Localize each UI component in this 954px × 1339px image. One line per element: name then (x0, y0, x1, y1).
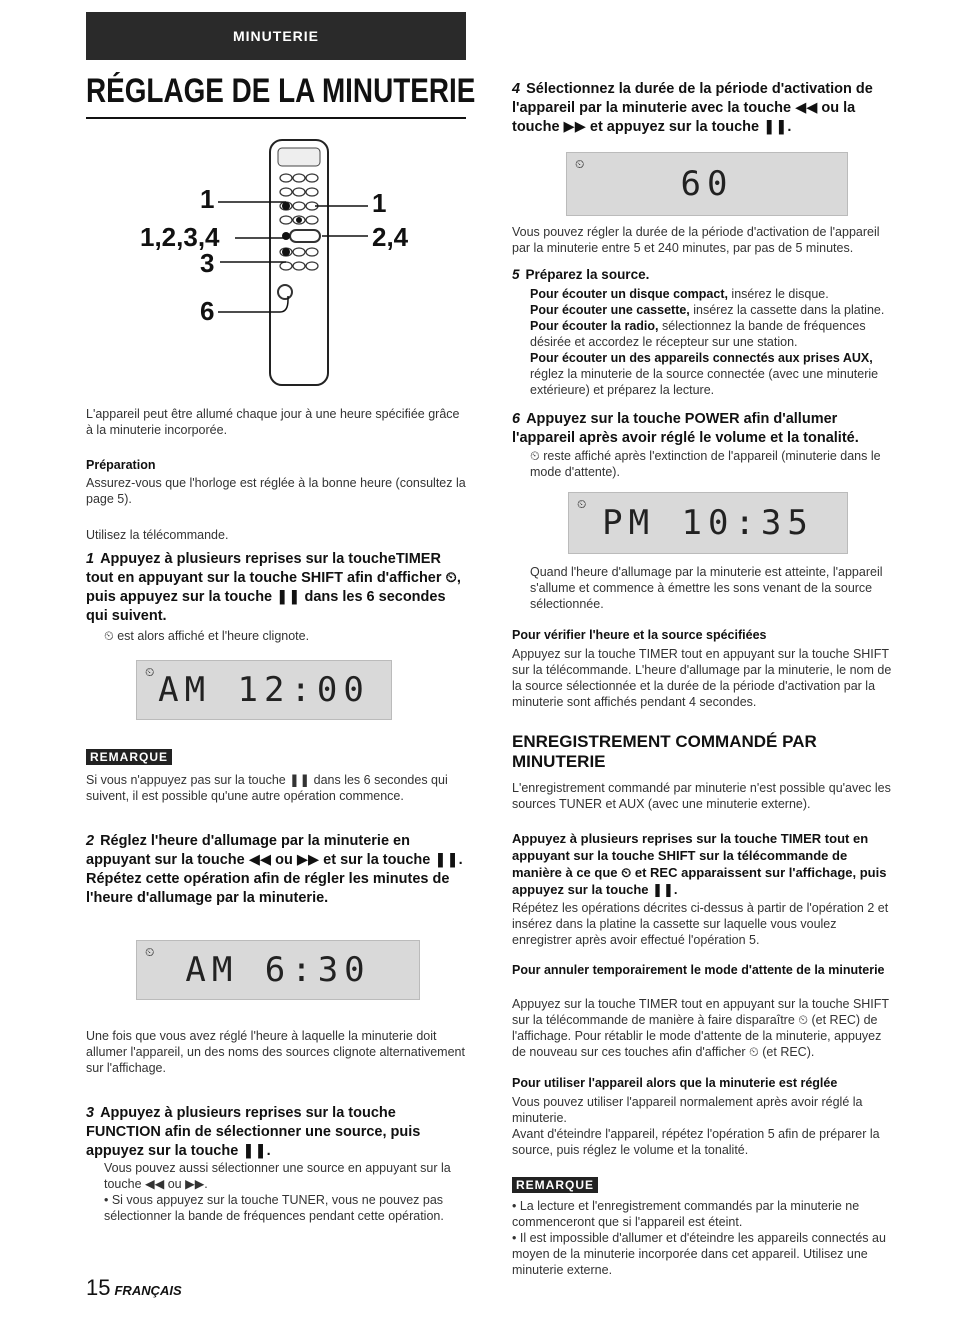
step-3-text: Appuyez à plusieurs reprises sur la touche FUNCTION afin de sélectionner une source, puis appuyez sur la touche ❚❚. (86, 1105, 421, 1159)
remote-illustration (140, 130, 410, 390)
callout-3: 3 (200, 248, 215, 278)
lcd-text-2: AM 6:30 (185, 950, 371, 990)
callout-1-right: 1 (372, 188, 387, 218)
prep-text: Assurez-vous que l'horloge est réglée à la bonne heure (consultez la page 5). (86, 476, 466, 506)
step-4-text-detail: Vous pouvez régler la durée de la période d'activation de l'appareil par la minuterie entre 5 et 240 minutes, par pas de 5 minutes. (512, 225, 880, 255)
timer-icon: ⏲ (145, 945, 155, 959)
step-2 (86, 832, 466, 908)
cancel-text: Appuyez sur la touche TIMER tout en appuyant sur la touche SHIFT sur la télécommande de manière à faire disparaître ⏲ (et REC) de l'affichage. Pour rétablir le mode d'attente de la minuterie, appuyez de nouveau sur ces touches afin d'afficher ⏲ (et REC). (512, 997, 889, 1059)
section-banner (86, 12, 466, 60)
note-bullet-2: • Il est impossible d'allumer et d'éteindre les appareils connectés au moyen de la minuterie incorporée dans cet appareil. Utilisez une minuterie externe. (512, 1231, 886, 1277)
page-footer (86, 1275, 182, 1301)
step-5-details (530, 286, 892, 398)
note-bullet-1: • La lecture et l'enregistrement commandés par la minuterie ne commenceront que si l'appareil est éteint. (512, 1199, 860, 1229)
step-6-after-text: Quand l'heure d'allumage par la minuterie est atteinte, l'appareil s'allume et commence à émettre les sons venant de la source sélectionnée. (530, 565, 883, 611)
step-4-number: 4 (512, 81, 521, 97)
intro-text: L'appareil peut être allumé chaque jour à une heure spécifiée grâce à la minuterie incorporée. (86, 407, 460, 437)
lcd-display-2 (136, 940, 420, 1000)
step-6 (512, 410, 894, 448)
step-5-number: 5 (512, 267, 520, 282)
source-cassette: Pour écouter une cassette, insérez la cassette dans la platine. (530, 303, 885, 317)
timer-icon: ⏲ (575, 157, 585, 171)
use-text-2: Avant d'éteindre l'appareil, répétez l'opération 5 afin de préparer la source, puis réglez le volume et la tonalité. (512, 1127, 880, 1157)
step-1-text: Appuyez à plusieurs reprises sur la toucheTIMER tout en appuyant sur la touche SHIFT afin d'afficher ⏲, puis appuyez sur la touche ❚❚ dans les 6 secondes qui suivent. (86, 551, 461, 624)
rec-step: Appuyez à plusieurs reprises sur la touche TIMER tout en appuyant sur la touche SHIFT sur la télécommande de manière à ce que ⏲ et REC apparaissent sur l'affichage, puis appuyez sur la touche ❚❚. (512, 831, 887, 897)
verify-text: Appuyez sur la touche TIMER tout en appuyant sur la touche SHIFT sur la télécommande. L'heure d'allumage par la minuterie, le nom de la source sélectionnée et la durée de la période d'activation par la minuterie sont affichés pendant 4 secondes. (512, 647, 892, 709)
banner-text: MINUTERIE (233, 28, 319, 44)
verify-title: Pour vérifier l'heure et la source spécifiées (512, 628, 767, 642)
step-1-note: ⏲ est alors affiché et l'heure clignote. (104, 629, 310, 643)
step-4-text: Sélectionnez la durée de la période d'activation de l'appareil par la minuterie avec la touche ◀◀ ou la touche ▶▶ et appuyez sur la touche ❚❚. (512, 81, 873, 135)
prep-title: Préparation (86, 458, 156, 472)
page-number: 15 (86, 1275, 111, 1300)
title-divider (86, 117, 466, 119)
remarque-badge-1 (86, 748, 172, 766)
callout-6: 6 (200, 296, 215, 326)
cancel-title: Pour annuler temporairement le mode d'attente de la minuterie (512, 963, 885, 977)
source-radio: Pour écouter la radio, sélectionnez la bande de fréquences désirée et accordez le récepteur sur une station. (530, 319, 866, 349)
step-3-text-detail: Vous pouvez aussi sélectionner une source en appuyant sur la touche ◀◀ ou ▶▶. (104, 1161, 451, 1191)
rec-intro: L'enregistrement commandé par minuterie n'est possible qu'avec les sources TUNER et AUX (avec une minuterie externe). (512, 781, 891, 811)
remarque-badge-2 (512, 1176, 598, 1194)
step-2-number: 2 (86, 833, 95, 849)
step-5-text: Préparez la source. (525, 267, 650, 282)
step-6-number: 6 (512, 411, 521, 427)
rec-section-title: ENREGISTREMENT COMMANDÉ PAR MINUTERIE (512, 732, 817, 771)
lcd-text-1: AM 12:00 (158, 670, 370, 710)
step-1 (86, 550, 466, 626)
lcd-display-4 (568, 492, 848, 554)
source-cd: Pour écouter un disque compact, insérez le disque. (530, 287, 829, 301)
use-text-1: Vous pouvez utiliser l'appareil normalement après avoir réglé la minuterie. (512, 1095, 863, 1125)
lcd-text-4: PM 10:35 (602, 503, 814, 543)
step-2-text: Réglez l'heure d'allumage par la minuterie en appuyant sur la touche ◀◀ ou ▶▶ et sur la touche ❚❚. Répétez cette opération afin de régler les minutes de l'heure d'allumage par la minuterie. (86, 833, 463, 906)
step-2-after-text: Une fois que vous avez réglé l'heure à laquelle la minuterie doit allumer l'appareil, un des noms des sources clignote alternativement sur l'affichage. (86, 1029, 465, 1075)
footer-language: FRANÇAIS (114, 1283, 182, 1298)
rec-step-text: Répétez les opérations décrites ci-dessus à partir de l'opération 2 et insérez dans la platine la cassette sur laquelle vous voulez enregistrer après avoir effectué l'opération 5. (512, 901, 889, 947)
remarque-label-2: REMARQUE (512, 1177, 598, 1193)
timer-icon: ⏲ (145, 665, 155, 679)
remarque-1-text: Si vous n'appuyez pas sur la touche ❚❚ dans les 6 secondes qui suivent, il est possible qu'une autre opération commence. (86, 773, 448, 803)
lcd-display-3 (566, 152, 848, 216)
callout-1234: 1,2,3,4 (140, 222, 220, 252)
page-title: RÉGLAGE DE LA MINUTERIE (86, 72, 476, 110)
step-6-text: Appuyez sur la touche POWER afin d'allumer l'appareil après avoir réglé le volume et la tonalité. (512, 411, 859, 446)
step-3-number: 3 (86, 1105, 95, 1121)
remote-control-icon (140, 130, 410, 390)
remarque-label-1: REMARQUE (86, 749, 172, 765)
source-aux: Pour écouter un des appareils connectés aux prises AUX, réglez la minuterie de la source connectée (avec une minuterie extérieure) et préparez la lecture. (530, 351, 879, 397)
lcd-display-1 (136, 660, 392, 720)
lcd-text-3: 60 (680, 164, 734, 204)
use-title: Pour utiliser l'appareil alors que la minuterie est réglée (512, 1076, 838, 1090)
use-remote-text: Utilisez la télécommande. (86, 528, 229, 542)
callout-24: 2,4 (372, 222, 409, 252)
timer-icon: ⏲ (577, 497, 587, 511)
step-3 (86, 1104, 466, 1161)
step-4 (512, 80, 894, 137)
step-1-number: 1 (86, 551, 95, 567)
callout-1-left: 1 (200, 184, 215, 214)
step-6-text-detail: ⏲ reste affiché après l'extinction de l'appareil (minuterie dans le mode d'attente). (530, 449, 881, 479)
step-5 (512, 266, 649, 283)
step-3-bullet: • Si vous appuyez sur la touche TUNER, vous ne pouvez pas sélectionner la bande de fréquences pendant cette opération. (104, 1193, 444, 1223)
